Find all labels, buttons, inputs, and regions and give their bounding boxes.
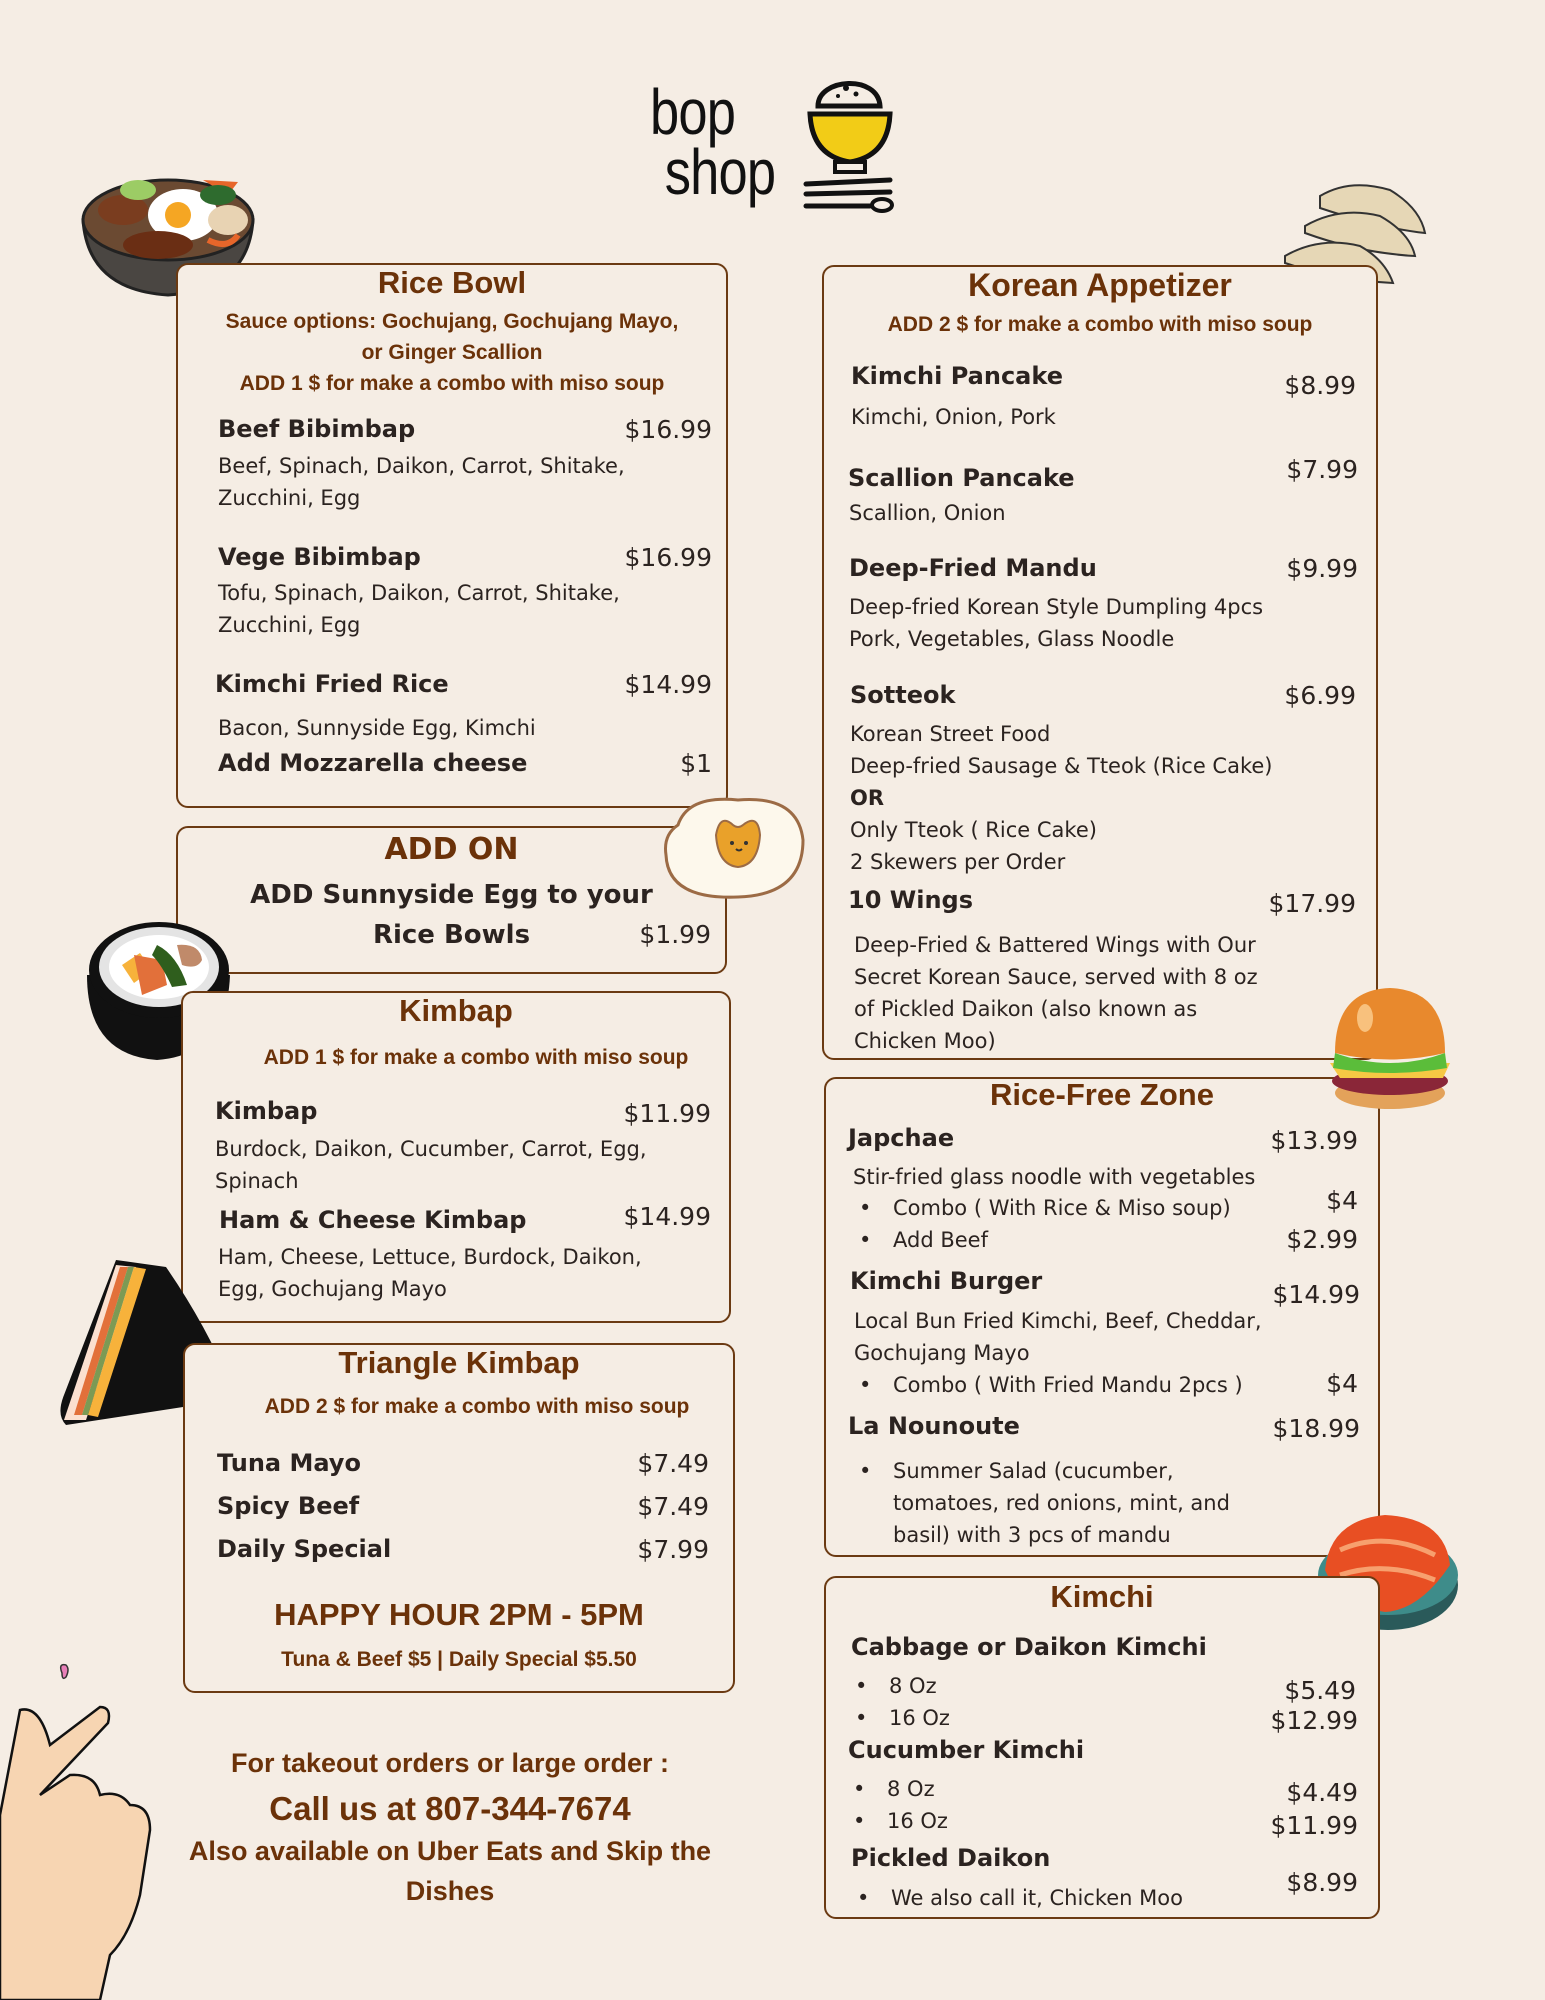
menu-item-name: Japchae xyxy=(848,1124,955,1152)
menu-item-name: Spicy Beef xyxy=(217,1492,360,1520)
add-mozzarella-price: $1 xyxy=(680,749,712,778)
section-title: Kimbap xyxy=(399,993,513,1028)
delivery-apps-text: Also available on Uber Eats and Skip the xyxy=(188,1836,712,1866)
menu-item-desc: Only Tteok ( Rice Cake) xyxy=(850,818,1097,842)
add-on-line-1: ADD Sunnyside Egg to your xyxy=(250,880,653,910)
kimbap-section xyxy=(181,991,731,1323)
menu-item-desc: Tofu, Spinach, Daikon, Carrot, Shitake, xyxy=(218,581,620,605)
or-separator: OR xyxy=(850,786,885,810)
menu-item-desc: Ham, Cheese, Lettuce, Burdock, Daikon, xyxy=(218,1245,642,1269)
option-price: $2.99 xyxy=(1286,1225,1358,1254)
menu-item-desc: Scallion, Onion xyxy=(849,501,1006,525)
menu-item-desc: Pork, Vegetables, Glass Noodle xyxy=(849,627,1175,651)
menu-item-name: Deep-Fried Mandu xyxy=(849,554,1097,582)
menu-item-desc: Beef, Spinach, Daikon, Carrot, Shitake, xyxy=(218,454,625,478)
menu-item-name: Ham & Cheese Kimbap xyxy=(219,1206,527,1234)
happy-hour-heading: HAPPY HOUR 2PM - 5PM xyxy=(274,1597,644,1632)
menu-item-price: $16.99 xyxy=(624,415,712,444)
menu-item-price: $18.99 xyxy=(1272,1414,1360,1443)
menu-item-price: $7.99 xyxy=(637,1535,709,1564)
option-label: • Combo ( With Fried Mandu 2pcs ) xyxy=(893,1369,1243,1401)
menu-item-desc: 2 Skewers per Order xyxy=(850,850,1066,874)
bullet-text-cont: tomatoes, red onions, mint, and xyxy=(893,1491,1230,1515)
menu-item-price: $8.99 xyxy=(1286,1868,1358,1897)
section-title: Korean Appetizer xyxy=(968,267,1232,303)
menu-item-desc: Zucchini, Egg xyxy=(218,486,361,510)
sauce-options-note-2: or Ginger Scallion xyxy=(361,341,543,364)
menu-item-desc: Secret Korean Sauce, served with 8 oz xyxy=(854,965,1258,989)
menu-item-price: $14.99 xyxy=(623,1202,711,1231)
section-title: Rice-Free Zone xyxy=(990,1077,1214,1112)
section-title: Kimchi xyxy=(1050,1579,1154,1614)
menu-item-desc: Chicken Moo) xyxy=(854,1029,996,1053)
menu-item-desc: Stir-fried glass noodle with vegetables xyxy=(853,1165,1256,1189)
combo-note: ADD 2 $ for make a combo with miso soup xyxy=(887,313,1313,336)
menu-item-desc: Spinach xyxy=(215,1169,299,1193)
burger-illustration-icon xyxy=(1315,978,1465,1118)
menu-item-name: Beef Bibimbap xyxy=(218,415,416,443)
combo-note: ADD 2 $ for make a combo with miso soup xyxy=(264,1395,690,1418)
menu-item-desc: Burdock, Daikon, Cucumber, Carrot, Egg, xyxy=(215,1137,647,1161)
option-price: $12.99 xyxy=(1270,1706,1358,1735)
combo-note: ADD 1 $ for make a combo with miso soup xyxy=(263,1046,689,1069)
menu-item-name: Daily Special xyxy=(217,1535,392,1563)
menu-item-price: $11.99 xyxy=(623,1099,711,1128)
option-price: $4.49 xyxy=(1286,1778,1358,1807)
rice-bowl-section xyxy=(176,263,728,808)
bullet-text: • We also call it, Chicken Moo xyxy=(891,1882,1183,1914)
menu-item-name: 10 Wings xyxy=(848,886,974,914)
option-label: • 8 Oz xyxy=(889,1670,937,1702)
menu-item-name: Kimbap xyxy=(215,1097,318,1125)
option-price: $4 xyxy=(1326,1369,1358,1398)
add-on-section xyxy=(176,826,727,974)
option-price: $11.99 xyxy=(1270,1811,1358,1840)
bullet-text-cont: basil) with 3 pcs of mandu xyxy=(893,1523,1171,1547)
menu-item-price: $17.99 xyxy=(1268,889,1356,918)
option-label: • Combo ( With Rice & Miso soup) xyxy=(893,1192,1231,1224)
rice-free-zone-section xyxy=(824,1077,1380,1557)
fried-egg-illustration-icon xyxy=(658,785,808,905)
section-title: ADD ON xyxy=(384,832,519,867)
add-on-price: $1.99 xyxy=(639,920,711,949)
menu-item-name: Kimchi Fried Rice xyxy=(215,670,449,698)
menu-item-name: Tuna Mayo xyxy=(217,1449,361,1477)
menu-item-name: Scallion Pancake xyxy=(848,464,1075,492)
menu-item-name: Vege Bibimbap xyxy=(218,543,421,571)
menu-item-price: $7.49 xyxy=(637,1449,709,1478)
menu-item-desc: Deep-fried Korean Style Dumpling 4pcs xyxy=(849,595,1264,619)
menu-item-desc: Egg, Gochujang Mayo xyxy=(218,1277,447,1301)
sauce-options-note: Sauce options: Gochujang, Gochujang Mayo, xyxy=(225,310,679,333)
option-price: $5.49 xyxy=(1284,1676,1356,1705)
option-label: • 8 Oz xyxy=(887,1773,935,1805)
menu-item-desc: Gochujang Mayo xyxy=(854,1341,1030,1365)
menu-item-price: $7.99 xyxy=(1286,455,1358,484)
menu-item-desc: Korean Street Food xyxy=(850,722,1051,746)
menu-item-desc: Zucchini, Egg xyxy=(218,613,361,637)
option-label: • 16 Oz xyxy=(889,1702,950,1734)
menu-item-price: $6.99 xyxy=(1284,681,1356,710)
menu-item-name: Pickled Daikon xyxy=(851,1844,1051,1872)
bullet-text: • Summer Salad (cucumber, xyxy=(893,1455,1174,1487)
happy-hour-deal: Tuna & Beef $5 | Daily Special $5.50 xyxy=(281,1648,637,1671)
menu-item-desc: Deep-fried Sausage & Tteok (Rice Cake) xyxy=(850,754,1273,778)
logo-line-1: bop xyxy=(650,76,736,148)
section-title: Rice Bowl xyxy=(377,265,527,300)
option-price: $4 xyxy=(1326,1186,1358,1215)
korean-appetizer-section xyxy=(822,265,1378,1060)
add-on-line-2: Rice Bowls xyxy=(372,920,531,950)
finger-heart-hand-illustration-icon xyxy=(0,1655,160,2000)
menu-item-desc: Bacon, Sunnyside Egg, Kimchi xyxy=(218,716,536,740)
menu-item-name: Kimchi Pancake xyxy=(851,362,1063,390)
section-title: Triangle Kimbap xyxy=(338,1345,580,1380)
menu-item-price: $8.99 xyxy=(1284,371,1356,400)
combo-note: ADD 1 $ for make a combo with miso soup xyxy=(239,372,665,395)
add-mozzarella-label: Add Mozzarella cheese xyxy=(218,749,528,777)
takeout-orders-text: For takeout orders or large order : xyxy=(230,1748,670,1778)
logo-line-2: shop xyxy=(664,136,776,208)
menu-item-name: Cabbage or Daikon Kimchi xyxy=(851,1633,1207,1661)
option-label: • 16 Oz xyxy=(887,1805,948,1837)
menu-item-desc: Local Bun Fried Kimchi, Beef, Cheddar, xyxy=(854,1309,1262,1333)
kimchi-section xyxy=(824,1576,1380,1919)
menu-item-price: $13.99 xyxy=(1270,1126,1358,1155)
menu-item-name: Cucumber Kimchi xyxy=(848,1736,1085,1764)
menu-item-name: La Nounoute xyxy=(848,1412,1020,1440)
option-label: • Add Beef xyxy=(893,1224,988,1256)
delivery-apps-text-2: Dishes xyxy=(405,1876,495,1906)
menu-item-desc: of Pickled Daikon (also known as xyxy=(854,997,1198,1021)
logo-wordmark xyxy=(650,76,776,208)
menu-item-price: $14.99 xyxy=(1272,1280,1360,1309)
menu-item-desc: Deep-Fried & Battered Wings with Our xyxy=(854,933,1256,957)
rice-bowl-logo-icon xyxy=(800,66,900,216)
menu-item-name: Kimchi Burger xyxy=(850,1267,1043,1295)
menu-item-desc: Kimchi, Onion, Pork xyxy=(851,405,1056,429)
menu-item-price: $7.49 xyxy=(637,1492,709,1521)
menu-item-name: Sotteok xyxy=(850,681,956,709)
phone-number-text[interactable]: Call us at 807-344-7674 xyxy=(269,1790,631,1827)
triangle-kimbap-section xyxy=(183,1343,735,1693)
menu-item-price: $14.99 xyxy=(624,670,712,699)
menu-item-price: $9.99 xyxy=(1286,554,1358,583)
menu-item-price: $16.99 xyxy=(624,543,712,572)
